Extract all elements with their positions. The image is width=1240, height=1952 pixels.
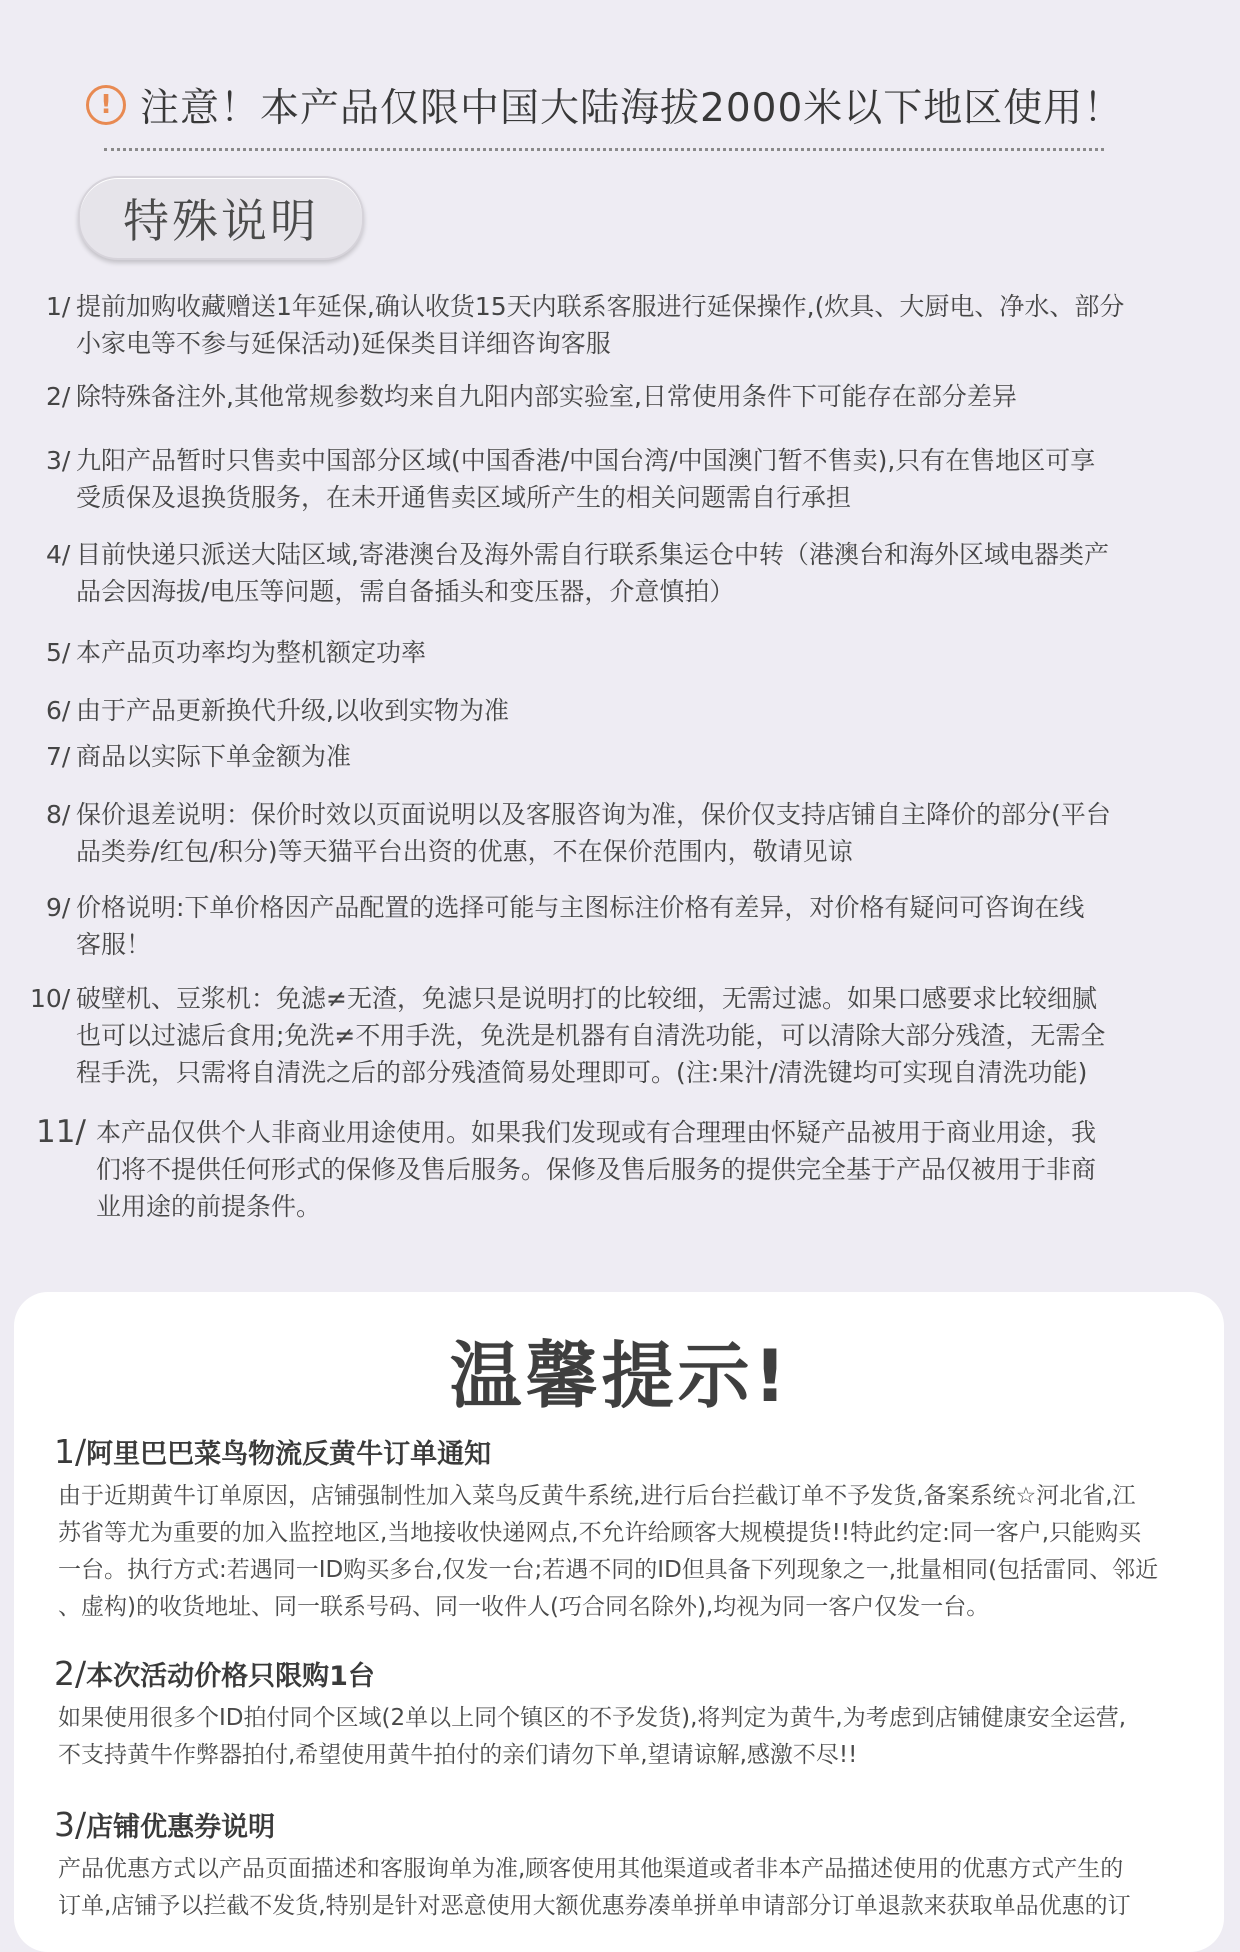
note-number: 9/ xyxy=(46,893,71,922)
tip-line: 如果使用很多个ID拍付同个区域(2单以上同个镇区的不予发货),将判定为黄牛,为考虑到店铺健康安全运营, xyxy=(58,1705,1127,1731)
note-line: 们将不提供任何形式的保修及售后服务。保修及售后服务的提供完全基于产品仅被用于非商 xyxy=(96,1155,1097,1184)
note-line: 客服！ xyxy=(76,930,152,959)
note-number: 5/ xyxy=(46,638,71,667)
note-line: 除特殊备注外,其他常规参数均来自九阳内部实验室,日常使用条件下可能存在部分差异 xyxy=(76,382,1017,411)
notice-text: 注意！本产品仅限中国大陆海拔2000米以下地区使用！ xyxy=(140,86,1124,131)
note-line: 品类券/红包/积分)等天猫平台出资的优惠，不在保价范围内，敬请见谅 xyxy=(76,837,853,866)
note-number: 10/ xyxy=(30,984,71,1013)
tip-line: 、虚构)的收货地址、同一联系号码、同一收件人(巧合同名除外),均视为同一客户仅发一台。 xyxy=(58,1594,990,1620)
note-line: 品会因海拔/电压等问题，需自备插头和变压器，介意慎拍） xyxy=(76,577,735,606)
note-line: 由于产品更新换代升级,以收到实物为准 xyxy=(76,696,509,725)
tip-heading-text: 本次活动价格只限购1台 xyxy=(86,1661,375,1692)
tips-title: 温馨提示! xyxy=(449,1334,791,1418)
note-line: 价格说明:下单价格因产品配置的选择可能与主图标注价格有差异，对价格有疑问可咨询在线 xyxy=(76,893,1085,922)
tip-heading xyxy=(54,1432,491,1471)
note-line: 本产品页功率均为整机额定功率 xyxy=(76,638,427,667)
tip-line: 苏省等尤为重要的加入监控地区,当地接收快递网点,不允许给顾客大规模提货!!特此约定:同一客户,只能购买 xyxy=(58,1520,1142,1546)
tip-body xyxy=(58,1478,1188,1626)
note-line: 保价退差说明：保价时效以页面说明以及客服咨询为准，保价仅支持店铺自主降价的部分(平台 xyxy=(76,800,1111,829)
note-number: 1/ xyxy=(46,292,71,321)
note-line: 程手洗，只需将自清洗之后的部分残渣简易处理即可。(注:果汁/清洗键均可实现自清洗功能) xyxy=(76,1058,1088,1087)
exclamation-icon: ! xyxy=(86,85,126,125)
note-line: 提前加购收藏赠送1年延保,确认收货15天内联系客服进行延保操作,(炊具、大厨电、净水、部分 xyxy=(76,292,1125,321)
notice-banner xyxy=(86,78,1186,132)
note-line: 业用途的前提条件。 xyxy=(96,1192,322,1221)
note-number: 2/ xyxy=(46,382,71,411)
tip-line: 一台。执行方式:若遇同一ID购买多台,仅发一台;若遇不同的ID但具备下列现象之一,批量相同(包括雷同、邻近 xyxy=(58,1557,1159,1583)
note-number: 4/ xyxy=(46,540,71,569)
special-notes-title: 特殊说明 xyxy=(78,176,364,260)
tip-line: 产品优惠方式以产品页面描述和客服询单为准,顾客使用其他渠道或者非本产品描述使用的优惠方式产生的 xyxy=(58,1856,1124,1882)
note-number: 3/ xyxy=(46,446,71,475)
tip-heading-text: 店铺优惠券说明 xyxy=(86,1812,276,1843)
tip-heading-text: 阿里巴巴菜鸟物流反黄牛订单通知 xyxy=(86,1439,492,1470)
note-line: 目前快递只派送大陆区域,寄港澳台及海外需自行联系集运仓中转（港澳台和海外区域电器类产 xyxy=(76,540,1109,569)
note-line: 九阳产品暂时只售卖中国部分区域(中国香港/中国台湾/中国澳门暂不售卖),只有在售地区可享 xyxy=(76,446,1096,475)
note-line: 小家电等不参与延保活动)延保类目详细咨询客服 xyxy=(76,329,611,358)
note-line: 商品以实际下单金额为准 xyxy=(76,742,352,771)
tip-number: 2/ xyxy=(54,1654,87,1693)
note-number: 6/ xyxy=(46,696,71,725)
note-number: 11/ xyxy=(36,1114,86,1150)
tip-line: 不支持黄牛作弊器拍付,希望使用黄牛拍付的亲们请勿下单,望请谅解,感激不尽!! xyxy=(58,1742,858,1768)
note-number: 8/ xyxy=(46,800,71,829)
tip-line: 由于近期黄牛订单原因，店铺强制性加入菜鸟反黄牛系统,进行后台拦截订单不予发货,备案系统☆河北省,江 xyxy=(58,1483,1136,1509)
note-line: 受质保及退换货服务，在未开通售卖区域所产生的相关问题需自行承担 xyxy=(76,483,852,512)
tip-heading xyxy=(54,1805,275,1844)
dotted-divider xyxy=(104,148,1104,151)
tip-body xyxy=(58,1700,1188,1774)
note-number: 7/ xyxy=(46,742,71,771)
note-line: 本产品仅供个人非商业用途使用。如果我们发现或有合理理由怀疑产品被用于商业用途，我 xyxy=(96,1118,1097,1147)
tip-line: 订单,店铺予以拦截不发货,特别是针对恶意使用大额优惠券凑单拼单申请部分订单退款来获取单品优惠的订 xyxy=(58,1893,1131,1919)
tip-heading xyxy=(54,1654,375,1693)
tip-body xyxy=(58,1851,1188,1925)
tip-number: 3/ xyxy=(54,1805,87,1844)
note-line: 也可以过滤后食用;免洗≠不用手洗，免洗是机器有自清洗功能，可以清除大部分残渣，无需全 xyxy=(76,1021,1106,1050)
note-line: 破壁机、豆浆机：免滤≠无渣，免滤只是说明打的比较细，无需过滤。如果口感要求比较细腻 xyxy=(76,984,1097,1013)
tip-number: 1/ xyxy=(54,1432,87,1471)
